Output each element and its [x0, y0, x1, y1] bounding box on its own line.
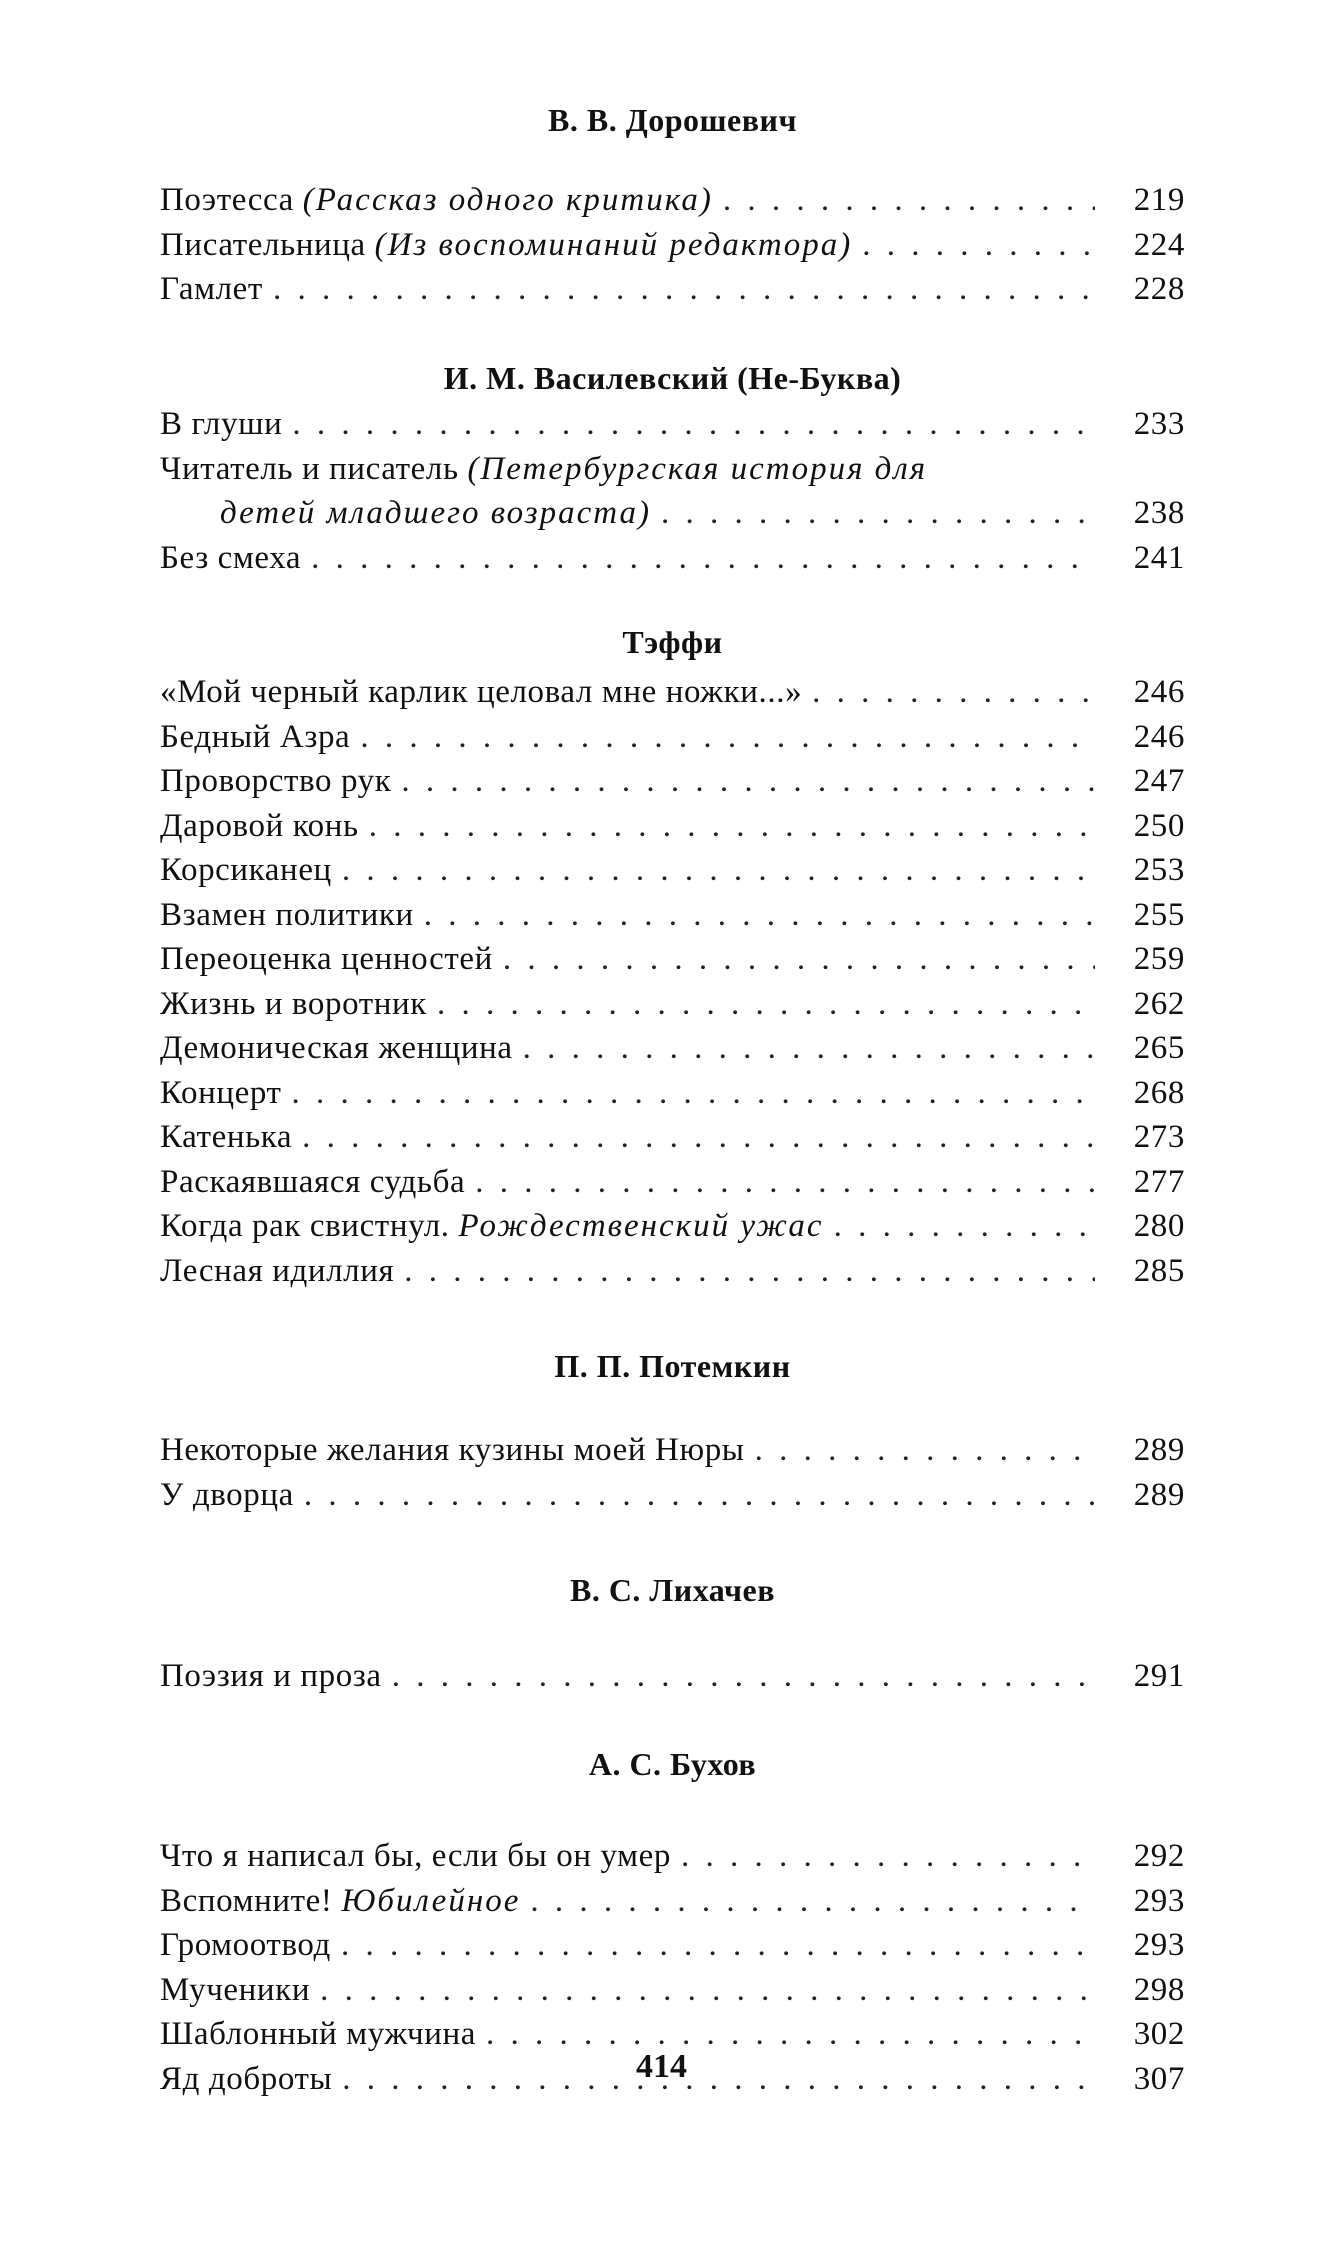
section-doroshevich [160, 100, 1185, 312]
entry-title: Читатель и писатель [160, 450, 459, 487]
entry-title: Без смеха [160, 539, 302, 576]
entry-page: 224 [1133, 226, 1185, 263]
entry-page: 289 [1133, 1476, 1185, 1513]
entry-title: Поэтесса [160, 182, 294, 218]
entry-page: 293 [1133, 1882, 1185, 1919]
entry-title: Яд доброты [160, 2060, 333, 2097]
toc-entry [160, 1249, 1185, 1294]
entry-page: 273 [1133, 1119, 1185, 1155]
entry-page: 285 [1133, 1252, 1185, 1289]
toc-entry [160, 536, 1185, 581]
author-heading: В. С. Лихачев [569, 1572, 776, 1608]
toc-entry [160, 804, 1185, 849]
dot-leader [651, 491, 1095, 536]
entry-title: Жизнь и воротник [160, 985, 427, 1022]
toc-entry [160, 670, 1185, 715]
entry-title: Корсиканец [160, 852, 332, 888]
entry-page: 255 [1133, 896, 1185, 933]
toc-entry [160, 1204, 1185, 1249]
toc-entry [160, 1923, 1185, 1968]
entry-subtitle: Юбилейное [341, 1882, 521, 1919]
dot-leader [292, 1115, 1095, 1160]
entry-subtitle: детей младшего возраста) [220, 495, 651, 531]
entry-page: 298 [1133, 1971, 1185, 2008]
entry-title: Мученики [160, 1971, 311, 2008]
entry-title: Бедный Азра [160, 718, 351, 755]
toc-entry [160, 1071, 1185, 1116]
entry-page: 280 [1133, 1208, 1185, 1244]
entry-page: 268 [1133, 1074, 1185, 1111]
entry-page: 247 [1133, 763, 1185, 799]
section-teffi [160, 622, 1185, 1293]
entry-subtitle: (Из воспоминаний редактора) [374, 226, 853, 263]
author-heading: Тэффи [622, 624, 723, 660]
toc-entry [160, 1026, 1185, 1071]
toc-entry [160, 1654, 1185, 1699]
entry-title: Переоценка ценностей [160, 941, 493, 977]
toc-entry [160, 1160, 1185, 1205]
entry-page: 219 [1133, 182, 1185, 218]
entry-page: 277 [1133, 1163, 1185, 1200]
entry-subtitle: Рождественский ужас [458, 1208, 824, 1244]
entry-page: 259 [1133, 941, 1185, 977]
entry-page: 241 [1133, 539, 1185, 576]
entry-title: Что я написал бы, если бы он умер [160, 1838, 671, 1874]
dot-leader [310, 1968, 1095, 2013]
entry-page: 292 [1133, 1838, 1185, 1874]
entry-subtitle: (Петербургская история для [467, 450, 928, 487]
dot-leader [427, 982, 1095, 1027]
entry-title: У дворца [160, 1476, 294, 1513]
entry-title: Поэзия и проза [160, 1658, 382, 1694]
entry-page: 238 [1133, 495, 1185, 531]
dot-leader [263, 267, 1095, 312]
dot-leader [414, 893, 1095, 938]
entry-page: 293 [1133, 1927, 1185, 1963]
entry-page: 265 [1133, 1030, 1185, 1066]
dot-leader [301, 536, 1095, 581]
author-heading: А. С. Бухов [588, 1746, 757, 1782]
entry-title: Даровой конь [160, 807, 359, 844]
dot-leader [802, 670, 1095, 715]
entry-title: Когда рак свистнул. [160, 1208, 450, 1244]
author-heading: И. М. Василевский (Не-Буква) [443, 360, 902, 396]
entry-page: 253 [1133, 852, 1185, 888]
dot-leader [394, 1249, 1095, 1294]
page-number: 414 [636, 2048, 687, 2085]
section-likhachev [160, 1570, 1185, 1699]
entry-title: Громоотвод [160, 1927, 331, 1963]
toc-entry-continuation [160, 491, 1185, 536]
dot-leader [465, 1160, 1095, 1205]
entry-title: Демоническая женщина [160, 1030, 513, 1066]
entry-page: 250 [1133, 807, 1185, 844]
entry-title: Вспомните! [160, 1882, 333, 1919]
entry-title: Писательница [160, 226, 366, 263]
entry-title: Гамлет [160, 271, 263, 307]
entry-page: 246 [1133, 718, 1185, 755]
author-heading: В. В. Дорошевич [548, 102, 797, 138]
entry-page: 307 [1133, 2060, 1185, 2097]
entry-title: Раскаявшаяся судьба [160, 1163, 466, 1200]
toc-entry [160, 1115, 1185, 1160]
entry-title: Лесная идиллия [160, 1252, 395, 1289]
dot-leader [282, 402, 1095, 447]
entry-title: «Мой черный карлик целовал мне ножки...» [160, 674, 803, 710]
entry-subtitle: (Рассказ одного критика) [302, 182, 713, 218]
entry-page: 228 [1133, 271, 1185, 307]
toc-entry [160, 402, 1185, 447]
entry-title: Катенька [160, 1119, 293, 1155]
toc-entry [160, 1473, 1185, 1518]
toc-entry [160, 1834, 1185, 1879]
entry-page: 291 [1133, 1658, 1185, 1694]
entry-title: Некоторые желания кузины моей Нюры [160, 1432, 745, 1468]
dot-leader [391, 759, 1095, 804]
dot-leader [359, 804, 1095, 849]
dot-leader [331, 1923, 1095, 1968]
entry-title: Взамен политики [160, 896, 414, 933]
entry-page: 302 [1133, 2016, 1185, 2052]
toc-entry [160, 223, 1185, 268]
dot-leader [350, 715, 1095, 760]
entry-title: Проворство рук [160, 763, 392, 799]
toc-entry [160, 848, 1185, 893]
toc-entry [160, 447, 1185, 492]
entry-page: 246 [1133, 674, 1185, 710]
entry-title: В глуши [160, 406, 283, 442]
toc-entry [160, 982, 1185, 1027]
dot-leader [852, 223, 1095, 268]
toc-entry [160, 267, 1185, 312]
dot-leader [332, 848, 1095, 893]
author-heading: П. П. Потемкин [554, 1348, 791, 1384]
toc-entry [160, 715, 1185, 760]
toc-entry [160, 178, 1185, 223]
dot-leader [824, 1204, 1095, 1249]
dot-leader [671, 1834, 1095, 1879]
dot-leader [294, 1473, 1095, 1518]
section-potemkin [160, 1346, 1185, 1517]
dot-leader [282, 1071, 1095, 1116]
dot-leader [745, 1428, 1095, 1473]
dot-leader [513, 1026, 1095, 1071]
toc-entry [160, 1968, 1185, 2013]
dot-leader [713, 178, 1095, 223]
entry-page: 233 [1133, 406, 1185, 442]
toc-entry [160, 937, 1185, 982]
dot-leader [520, 1879, 1095, 1924]
entry-page: 262 [1133, 985, 1185, 1022]
toc-entry [160, 893, 1185, 938]
entry-page: 289 [1133, 1432, 1185, 1468]
section-vasilevsky [160, 358, 1185, 580]
dot-leader [382, 1654, 1095, 1699]
dot-leader [493, 937, 1095, 982]
entry-title: Шаблонный мужчина [160, 2016, 476, 2052]
toc-entry [160, 1428, 1185, 1473]
toc-entry [160, 759, 1185, 804]
entry-title: Концерт [160, 1074, 282, 1111]
toc-entry [160, 1879, 1185, 1924]
